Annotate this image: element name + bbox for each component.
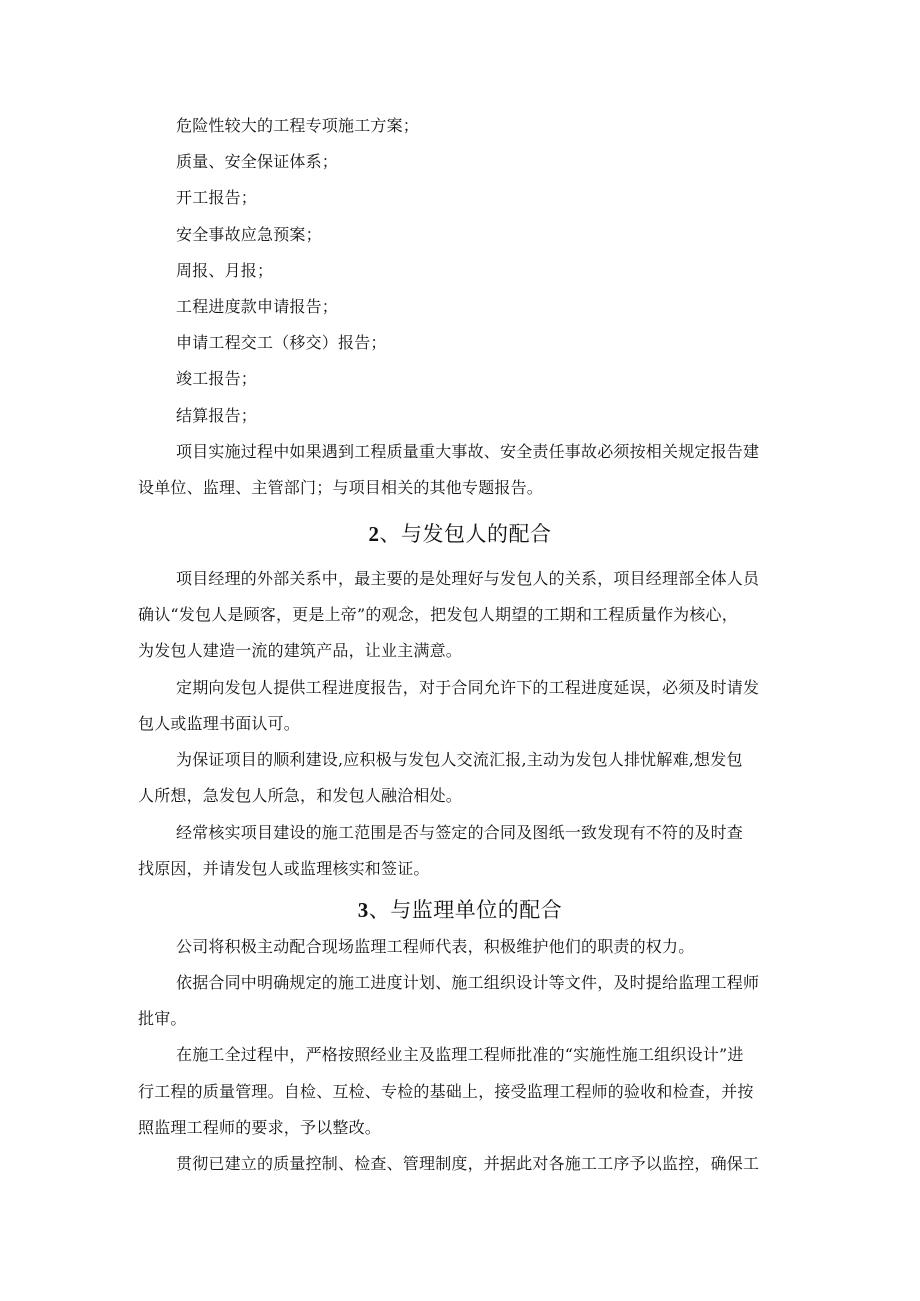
paragraph-line: 在施工全过程中，严格按照经业主及监理工程师批准的“实施性施工组织设计”进 [176,1045,744,1064]
paragraph-line: 照监理工程师的要求，予以整改。 [138,1118,382,1137]
paragraph-line: 为保证项目的顺利建设,应积极与发包人交流汇报,主动为发包人排忧解难,想发包 [176,750,743,769]
list-item: 周报、月报； [176,261,274,280]
list-item: 竣工报告； [176,369,258,388]
paragraph-line: 项目经理的外部关系中，最主要的是处理好与发包人的关系，项目经理部全体人员 [176,569,760,588]
section-title: 、与监理单位的配合 [368,898,563,922]
section-heading [0,521,920,547]
paragraph-line: 找原因，并请发包人或监理核实和签证。 [138,859,430,878]
list-item: 开工报告； [176,188,258,207]
paragraph-line: 设单位、监理、主管部门；与项目相关的其他专题报告。 [138,478,544,497]
paragraph-line: 为发包人建造一流的建筑产品，让业主满意。 [138,641,463,660]
section-heading [0,897,920,923]
section-title: 、与发包人的配合 [379,522,552,546]
list-item: 危险性较大的工程专项施工方案； [176,116,420,135]
paragraph-line: 确认“发包人是顾客，更是上帝”的观念，把发包人期望的工期和工程质量作为核心， [138,605,738,624]
section-number: 2 [368,522,380,546]
list-item: 结算报告； [176,406,258,425]
paragraph-line: 项目实施过程中如果遇到工程质量重大事故、安全责任事故必须按相关规定报告建 [176,442,760,461]
list-item: 安全事故应急预案； [176,225,322,244]
paragraph-line: 包人或监理书面认可。 [138,714,301,733]
paragraph-line: 贯彻已建立的质量控制、检查、管理制度，并据此对各施工工序予以监控，确保工 [176,1154,760,1173]
section-number: 3 [357,898,369,922]
paragraph-line: 行工程的质量管理。自检、互检、专检的基础上，接受监理工程师的验收和检查，并按 [138,1082,754,1101]
paragraph-line: 人所想，急发包人所急，和发包人融洽相处。 [138,786,463,805]
list-item: 申请工程交工（移交）报告； [176,333,387,352]
paragraph-line: 公司将积极主动配合现场监理工程师代表，积极维护他们的职责的权力。 [176,937,695,956]
paragraph-line: 经常核实项目建设的施工范围是否与签定的合同及图纸一致发现有不符的及时查 [176,823,744,842]
paragraph-line: 批审。 [138,1009,187,1028]
paragraph-line: 定期向发包人提供工程进度报告，对于合同允许下的工程进度延误，必须及时请发 [176,678,760,697]
list-item: 质量、安全保证体系； [176,152,339,171]
list-item: 工程进度款申请报告； [176,297,339,316]
paragraph-line: 依据合同中明确规定的施工进度计划、施工组织设计等文件，及时提给监理工程师 [176,973,760,992]
